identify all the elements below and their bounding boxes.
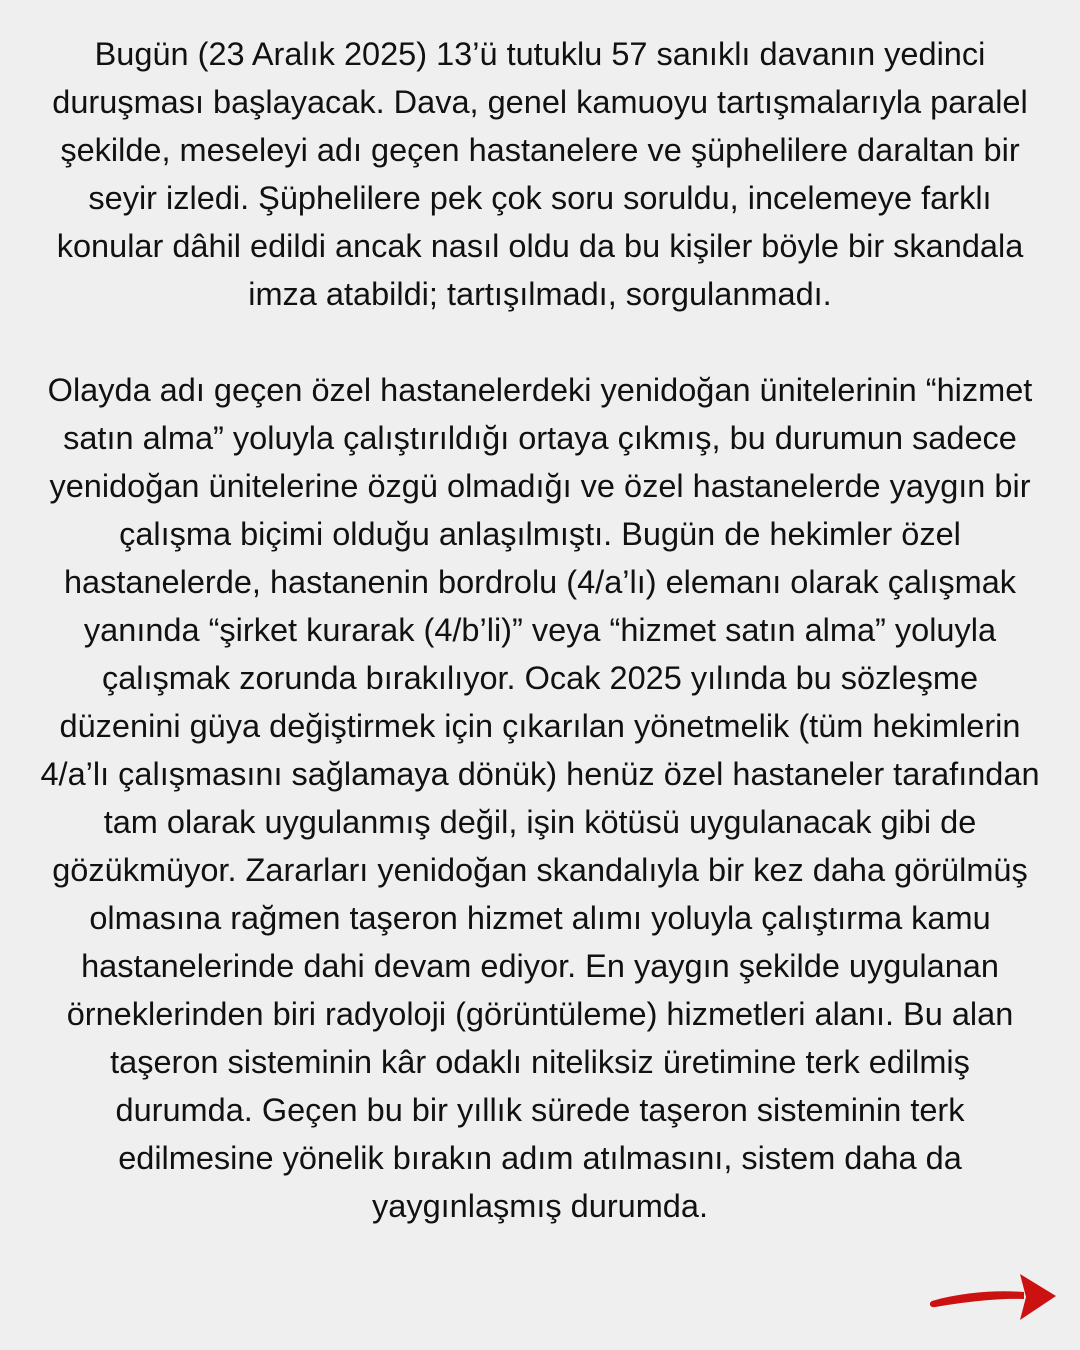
arrow-right-icon[interactable] [928,1268,1060,1326]
arrow-shaft [930,1291,1024,1307]
paragraph-intro: Bugün (23 Aralık 2025) 13’ü tutuklu 57 sanıklı davanın yedinci duruşması başlayacak. Dava, genel kamuoyu tartışmalarıyla paralel şekilde, meseleyi adı geçen hastanelere ve şüphelilere daraltan bir seyir izledi. Şüphelilere pek çok soru soruldu, incelemeye farklı konular dâhil edildi ancak nasıl oldu da bu kişiler böyle bir skandala imza atabildi; tartışılmadı, sorgulanmadı. [52,36,1028,312]
paragraph-body: Olayda adı geçen özel hastanelerdeki yenidoğan ünitelerinin “hizmet satın alma” yoluyla çalıştırıldığı ortaya çıkmış, bu durumun sadece yenidoğan ünitelerine özgü olmadığı ve özel hastanelerde yaygın bir çalışma biçimi olduğu anlaşılmıştı. Bugün de hekimler özel hastanelerde, hastanenin bordrolu (4/a’lı) elemanı olarak çalışmak yanında “şirket kurarak (4/b’li)” veya “hizmet satın alma” yoluyla çalışmak zorunda bırakılıyor. Ocak 2025 yılında bu sözleşme düzenini güya değiştirmek için çıkarılan yönetmelik (tüm hekimlerin 4/a’lı çalışmasını sağlamaya dönük) henüz özel hastaneler tarafından tam olarak uygulanmış değil, işin kötüsü uygulanacak gibi de gözükmüyor. Zararları yenidoğan skandalıyla bir kez daha görülmüş olmasına rağmen taşeron hizmet alımı yoluyla çalıştırma kamu hastanelerinde dahi devam ediyor. En yaygın şekilde uygulanan örneklerinden biri radyoloji (görüntüleme) hizmetleri alanı. Bu alan taşeron sisteminin kâr odaklı niteliksiz üretimine terk edilmiş durumda. Geçen bu bir yıllık sürede taşeron sisteminin terk edilmesine yönelik bırakın adım atılmasını, sistem daha da yaygınlaşmış durumda. [40,372,1040,1224]
article-text [40,30,1040,1230]
paragraph-spacer [40,318,1040,366]
arrow-head [1020,1274,1056,1320]
